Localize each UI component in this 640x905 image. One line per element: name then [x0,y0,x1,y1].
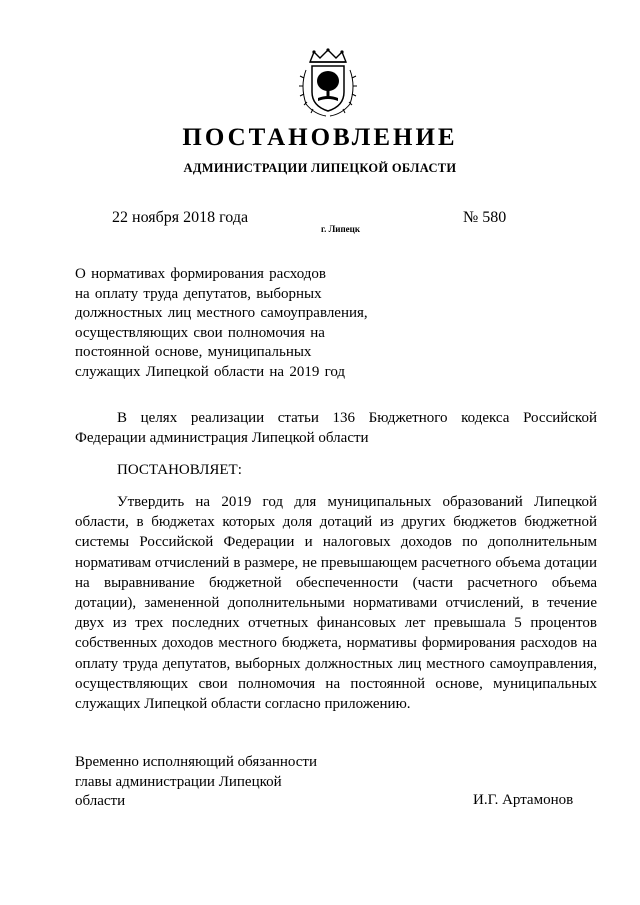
document-subtitle: АДМИНИСТРАЦИИ ЛИПЕЦКОЙ ОБЛАСТИ [183,161,457,175]
signature-line: главы администрации Липецкой [75,773,282,790]
document-title: ПОСТАНОВЛЕНИЕ [182,124,458,151]
coat-of-arms-emblem [296,48,360,118]
heading-line: служащих Липецкой области на 2019 год [75,363,346,380]
signature-position [75,753,355,812]
heading-line: О нормативах формирования расходов [75,266,327,282]
heading-line: осуществляющих свои полномочия на [75,324,325,341]
document-number: № 580 [463,209,507,226]
body-paragraph-main: Утвердить на 2019 год для муниципальных образований Липецкой области, в бюджетах которых доля дотаций из других бюджетов бюджетной системы Российской Федерации и налоговых доходов по дополнительным нормативам отчислений в размере, не превышающем расчетного объема дотации на выравнивание бюджетной обеспеченности (части расчетного объема дотации), замененной дополнительными нормативами отчислений, в течение двух из трех последних отчетных финансовых лет превышала 5 процентов собственных доходов местного бюджета, нормативы формирования расходов на оплату труда депутатов, выборных должностных лиц местного самоуправления, осуществляющих свои полномочия на постоянной основе, муниципальных служащих Липецкой области согласно приложению. [75,494,597,713]
heading-line: должностных лиц местного самоуправления, [75,305,368,321]
signature-line: области [75,793,126,809]
heading-line: постоянной основе, муниципальных [75,344,312,360]
body-resolves-keyword: ПОСТАНОВЛЯЕТ: [117,462,242,478]
document-date: 22 ноября 2018 года [112,209,249,226]
signer-name: И.Г. Артамонов [473,792,574,808]
heading-line: на оплату труда депутатов, выборных [75,285,322,302]
document-city: г. Липецк [321,224,361,234]
document-heading [75,265,395,382]
signature-line: Временно исполняющий обязанности [75,754,318,770]
body-paragraph-preamble: В целях реализации статьи 136 Бюджетного кодекса Российской Федерации администрация Липецкой области [75,410,597,446]
